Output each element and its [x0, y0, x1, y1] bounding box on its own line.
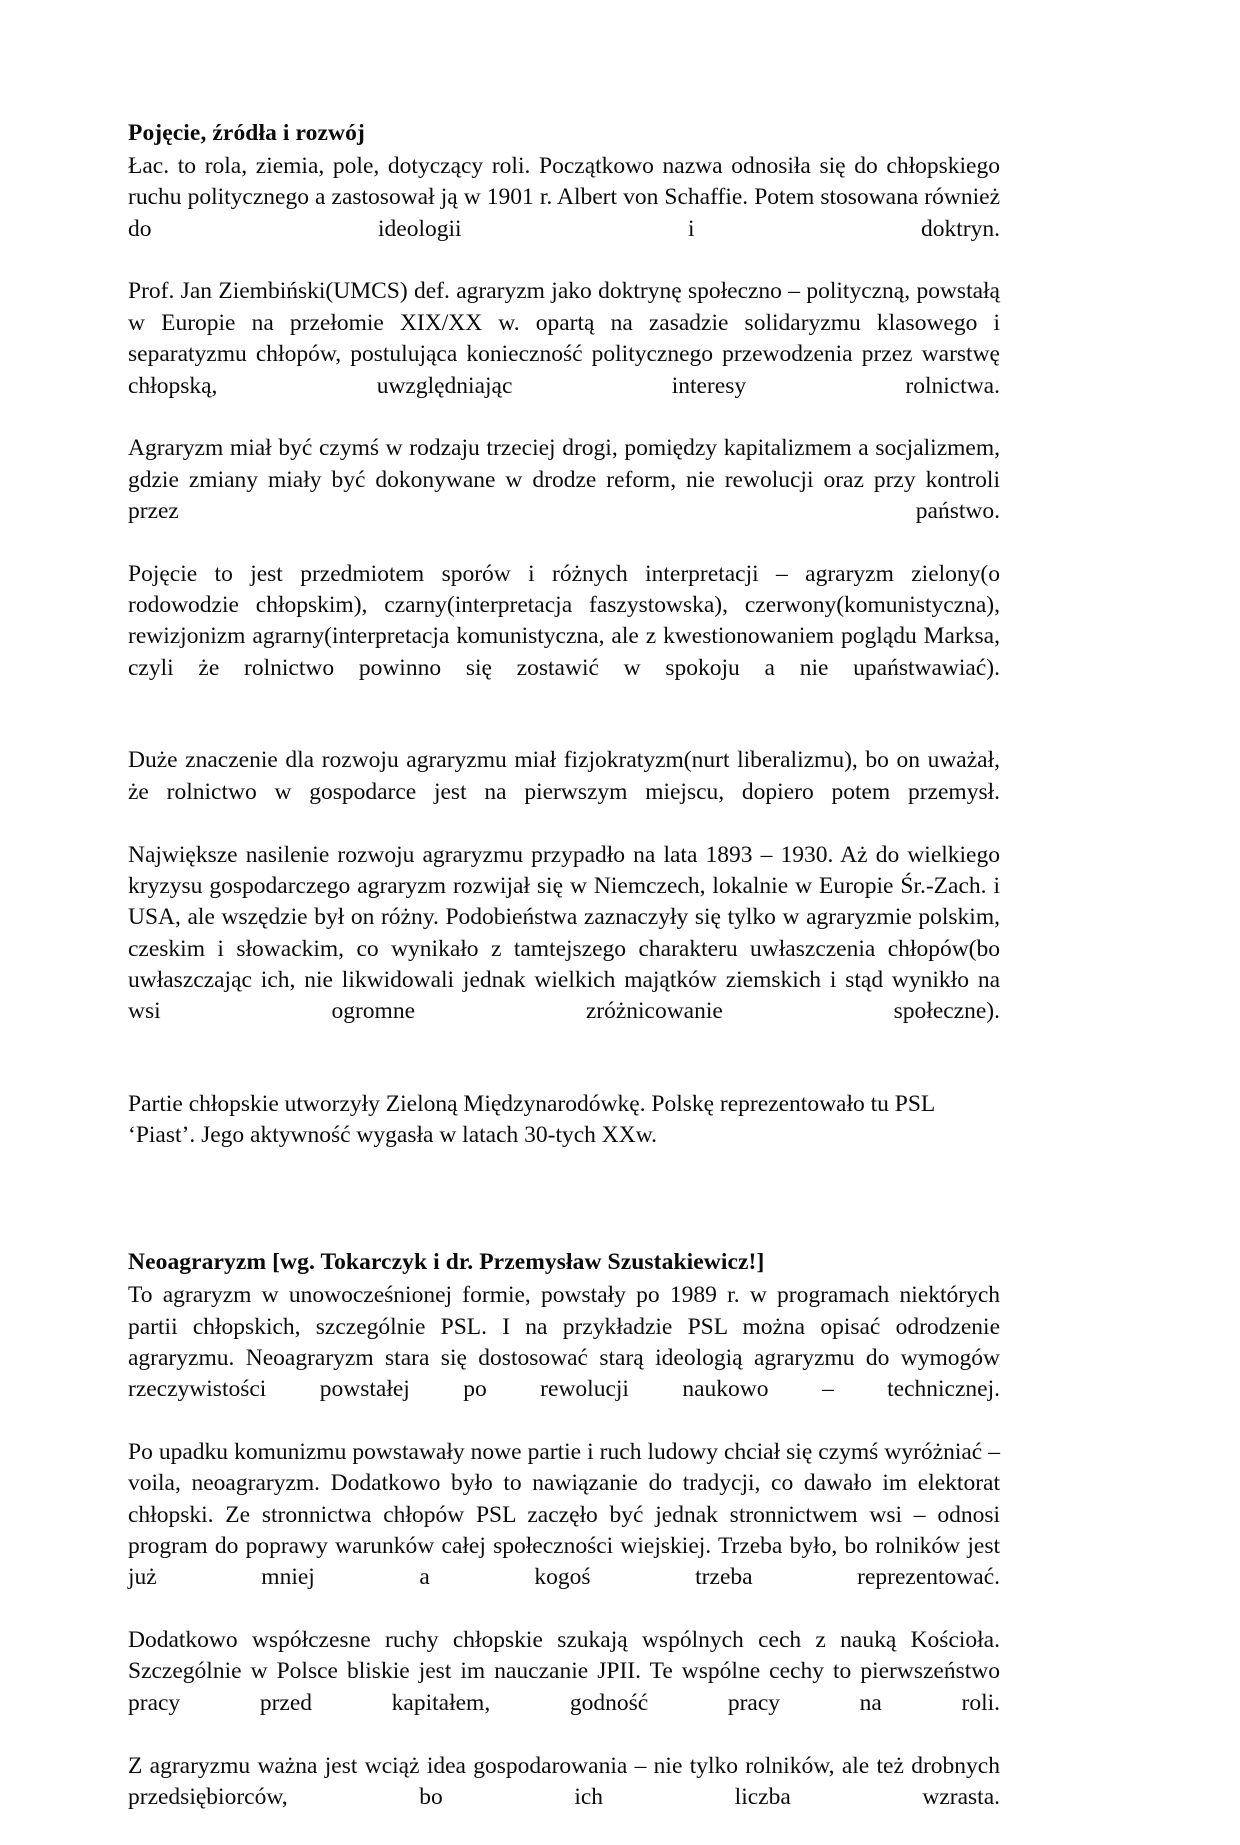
- paragraph-agraryzm-trzecia-droga: Agraryzm miał być czymś w rodzaju trzeciej drogi, pomiędzy kapitalizmem a socjalizmem, gdzie zmiany miały być dokonywane w drodze reform, nie rewolucji oraz przy kontroli przez państwo.: [128, 435, 1000, 524]
- paragraph-spacer: [128, 1059, 1000, 1089]
- paragraph-prof-jan-ziembinski: Prof. Jan Ziembiński(UMCS) def. agraryzm jako doktrynę społeczno – polityczną, powstałą w Europie na przełomie XIX/XX w. opartą na zasadzie solidaryzmu klasowego i separatyzmu chłopów, postulująca konieczność politycznego przewodzenia przez warstwę chłopską, uwzględniając interesy rolnictwa.: [128, 278, 1000, 399]
- section-spacer: [128, 1183, 1000, 1247]
- paragraph-lac-to-rola: Łac. to rola, ziemia, pole, dotyczący roli. Początkowo nazwa odnosiła się do chłopskiego ruchu politycznego a zastosował ją w 1901 r. Albert von Schaffie. Potem stosowana również do ideologii i doktryn.: [128, 153, 1000, 242]
- paragraph-duze-znaczenie-fizjokratyzm: Duże znaczenie dla rozwoju agraryzmu miał fizjokratyzm(nurt liberalizmu), bo on uważał, że rolnictwo w gospodarce jest na pierwszym miejscu, dopiero potem przemysł.: [128, 747, 1000, 805]
- paragraph-idea-gospodarowania: Z agraryzmu ważna jest wciąż idea gospodarowania – nie tylko rolników, ale też drobnych przedsiębiorców, bo ich liczba wzrasta.: [128, 1752, 1000, 1810]
- paragraph-po-upadku-komunizmu: Po upadku komunizmu powstawały nowe partie i ruch ludowy chciał się czymś wyróżniać – voila, neoagraryzm. Dodatkowo było to nawiązanie do tradycji, co dawało im elektorat chłopski. Ze stronnictwa chłopów PSL zaczęło być jednak stronnictwem wsi – odnosi program do poprawy warunków całej społeczności wiejskiej. Trzeba było, bo rolników jest już mniej a kogoś trzeba reprezentować.: [128, 1438, 1000, 1591]
- section-heading-neoagraryzm: Neoagraryzm [wg. Tokarczyk i dr. Przemysław Szustakiewicz!]: [128, 1249, 765, 1276]
- paragraph-wspolczesne-ruchy-chlopskie-kosciol: Dodatkowo współczesne ruchy chłopskie szukają wspólnych cech z nauką Kościoła. Szczególnie w Polsce bliskie jest im nauczanie JPII. Te wspólne cechy to pierwszeństwo pracy przed kapitałem, godność pracy na roli.: [128, 1627, 1000, 1716]
- paragraph-partie-chlopskie-zielona-miedzynarodowka: Partie chłopskie utworzyły Zieloną Międzynarodówkę. Polskę reprezentowało tu PSL ‘Piast’. Jego aktywność wygasła w latach 30-tych XXw.: [128, 1091, 935, 1149]
- document-body: [128, 118, 1000, 1845]
- paragraph-najwieksze-nasilenie-rozwoju: Największe nasilenie rozwoju agraryzmu przypadło na lata 1893 – 1930. Aż do wielkiego kryzysu gospodarczego agraryzm rozwijał się w Niemczech, lokalnie w Europie Śr.-Zach. i USA, ale wszędzie był on różny. Podobieństwa zaznaczyły się tylko w agraryzmie polskim, czeskim i słowackim, co wynikało z tamtejszego charakteru uwłaszczenia chłopów(bo uwłaszczając ich, nie likwidowali jednak wielkich majątków ziemskich i stąd wynikło na wsi ogromne zróżnicowanie społeczne).: [128, 841, 1000, 1025]
- paragraph-spacer: [128, 715, 1000, 745]
- paragraph-to-agraryzm-unowoczesniona-forma: To agraryzm w unowocześnionej formie, powstały po 1989 r. w programach niektórych partii chłopskich, szczególnie PSL. I na przykładzie PSL można opisać odrodzenie agraryzmu. Neoagraryzm stara się dostosować starą ideologią agraryzmu do wymogów rzeczywistości powstałej po rewolucji naukowo – technicznej.: [128, 1282, 1000, 1403]
- paragraph-pojecie-sporow-interpretacji: Pojęcie to jest przedmiotem sporów i różnych interpretacji – agraryzm zielony(o rodowodzie chłopskim), czarny(interpretacja faszystowska), czerwony(komunistyczna), rewizjonizm agrarny(interpretacja komunistyczna, ale z kwestionowaniem poglądu Marksa, czyli że rolnictwo powinno się zostawić w spokoju a nie upaństwawiać).: [128, 560, 1000, 681]
- section-heading-pojecie-zrodla-i-rozwoj: Pojęcie, źródła i rozwój: [128, 120, 365, 146]
